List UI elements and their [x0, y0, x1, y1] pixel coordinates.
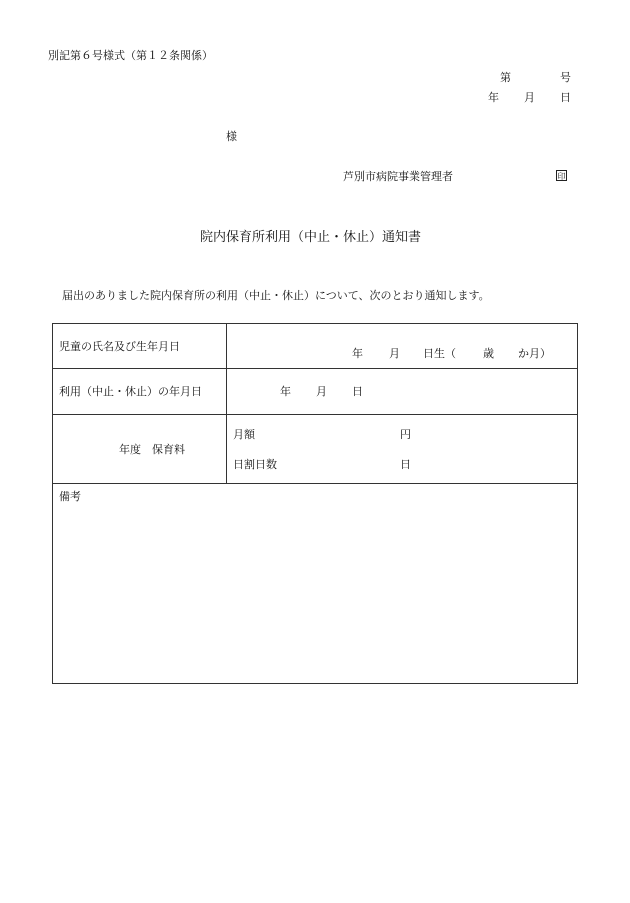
remarks-label: 備考 [59, 490, 81, 503]
fee-label: 年度 保育料 [119, 443, 185, 456]
age-months-label: か月） [518, 347, 551, 360]
usage-date-value-cell[interactable] [227, 369, 578, 415]
child-label-cell [53, 324, 227, 369]
child-value-cell[interactable] [227, 324, 578, 369]
daily-days-unit: 日 [400, 458, 411, 471]
sender-title: 芦別市病院事業管理者 [343, 170, 453, 183]
usage-month-label: 月 [316, 385, 327, 398]
daily-days-label: 日割日数 [233, 458, 277, 471]
age-years-label: 歳 [483, 347, 494, 360]
date-month-label: 月 [524, 91, 535, 104]
remarks-row [53, 484, 578, 684]
usage-date-label-cell [53, 369, 227, 415]
birth-year-label: 年 [352, 347, 363, 360]
remarks-cell[interactable] [53, 484, 578, 684]
usage-date-row [53, 369, 578, 415]
doc-number-suffix: 号 [560, 71, 571, 84]
birth-month-label: 月 [389, 347, 400, 360]
usage-day-label: 日 [352, 385, 363, 398]
monthly-fee-label: 月額 [233, 428, 255, 441]
child-row [53, 324, 578, 369]
document-title: 院内保育所利用（中止・休止）通知書 [200, 230, 422, 245]
child-label: 児童の氏名及び生年月日 [59, 340, 180, 353]
doc-number-prefix: 第 [500, 71, 511, 84]
fee-value-cell[interactable] [227, 415, 578, 484]
usage-date-label: 利用（中止・休止）の年月日 [59, 385, 202, 398]
usage-year-label: 年 [280, 385, 291, 398]
seal-mark: 印 [557, 172, 566, 181]
date-day-label: 日 [560, 91, 571, 104]
fee-label-cell [53, 415, 227, 484]
birth-day-label: 日生（ [423, 347, 456, 360]
notice-table [52, 323, 578, 684]
intro-text: 届出のありました院内保育所の利用（中止・休止）について、次のとおり通知します。 [62, 289, 490, 302]
addressee-honorific: 様 [226, 130, 237, 143]
monthly-fee-unit: 円 [400, 428, 411, 441]
date-year-label: 年 [488, 91, 499, 104]
fee-row [53, 415, 578, 484]
form-number: 別記第６号様式（第１２条関係） [48, 49, 213, 62]
